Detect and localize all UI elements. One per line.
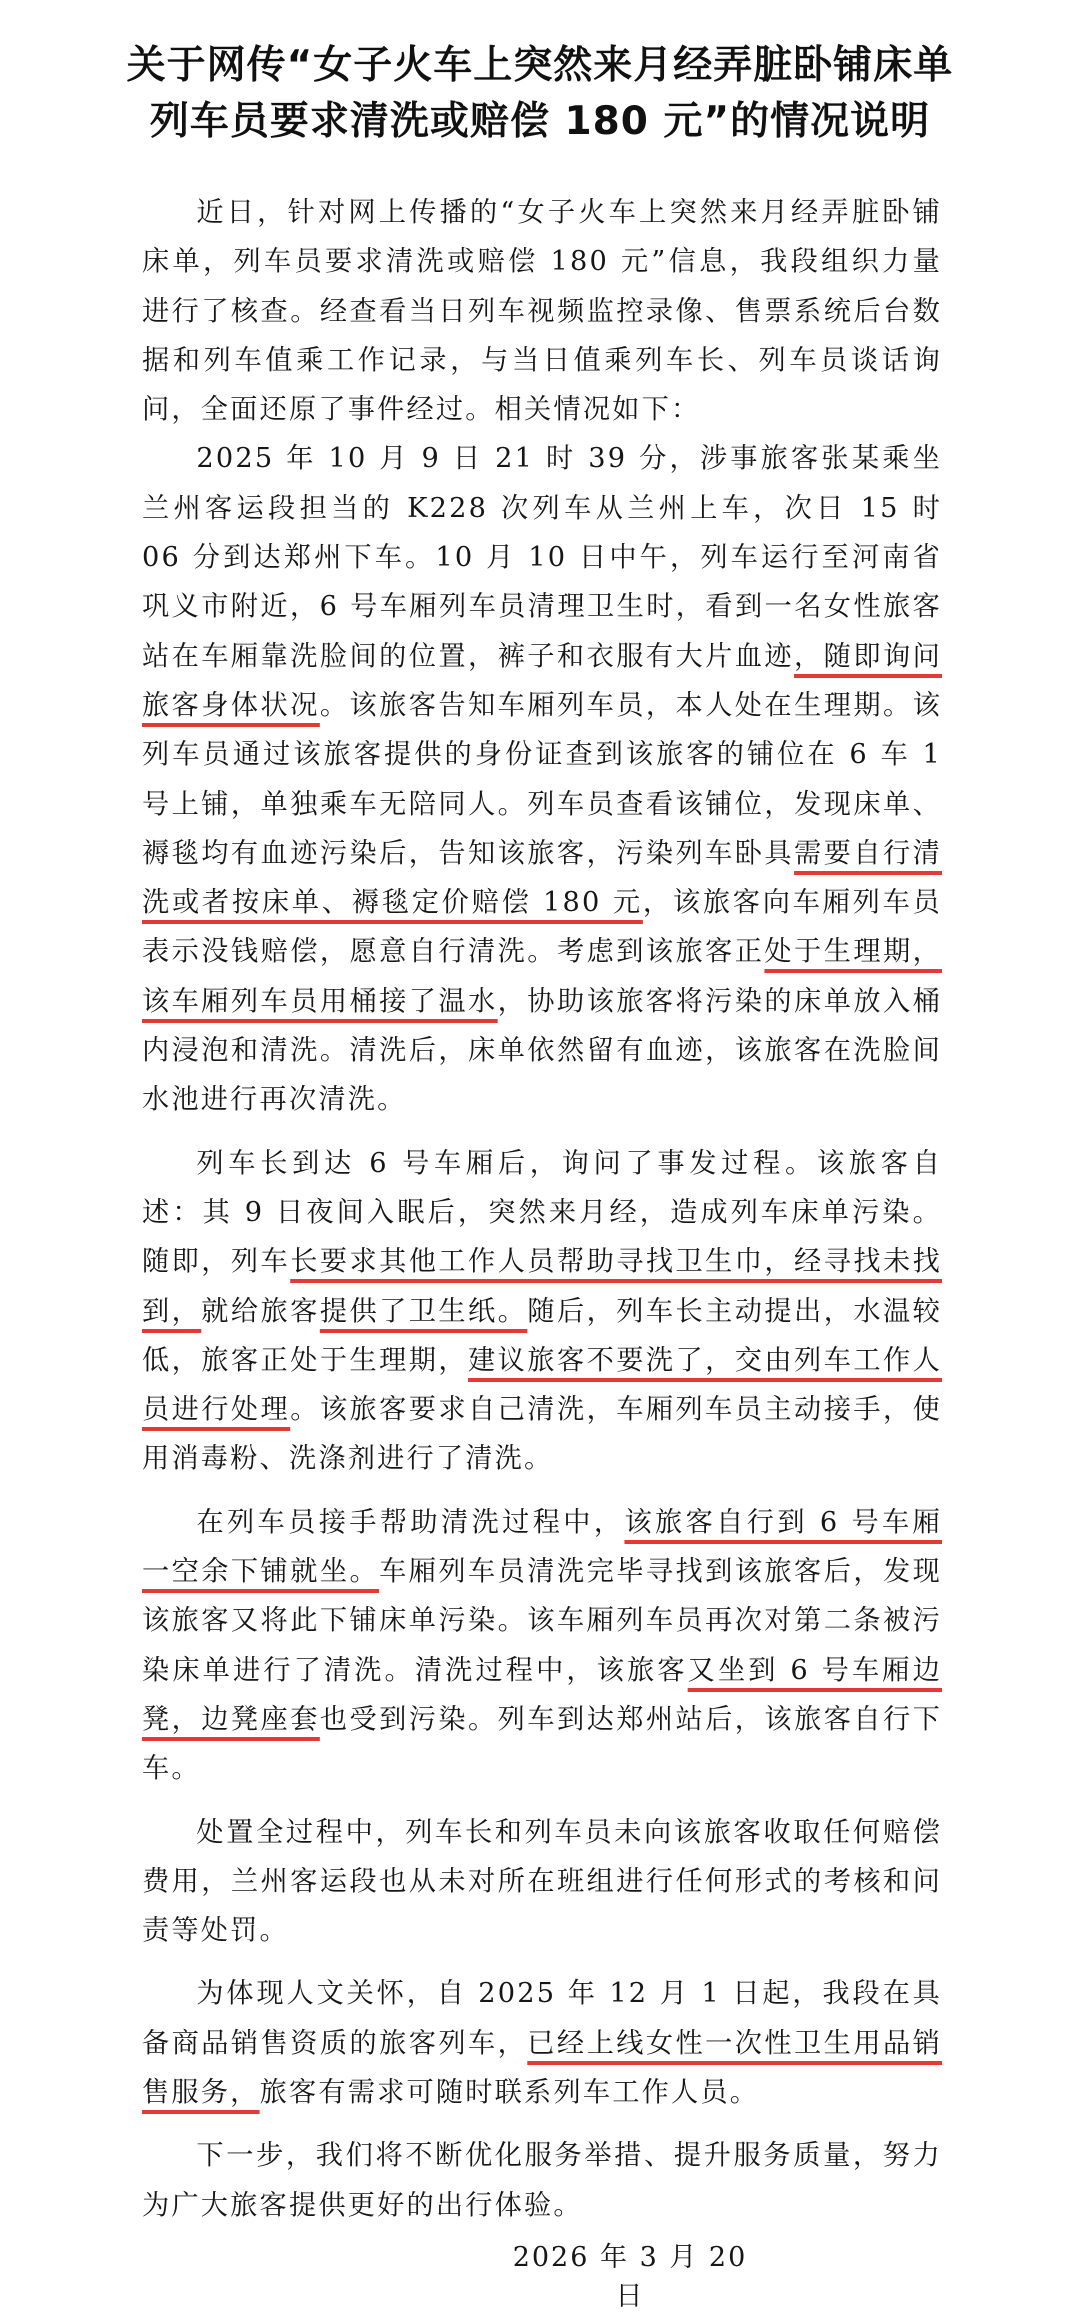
document-title-line1: 关于网传“女子火车上突然来月经弄脏卧铺床单 [126, 43, 954, 88]
highlight-sanitary-service: 已经上线女性一次性卫生用品销售服务， [142, 2027, 942, 2108]
highlight-warm-water: 处于生理期，该车厢列车员用桶接了温水 [142, 936, 943, 1017]
highlight-dont-wash: 建议旅客不要洗了，交由列车工作人员进行处理 [142, 1344, 943, 1426]
conductor-text-4: 。该旅客要求自己清洗，车厢列车员主动接手，使用消毒粉、洗涤剂进行了清洗。 [142, 1394, 942, 1475]
incident-text-4: ，协助该旅客将污染的床单放入桶内浸泡和清洗。清洗后，床单依然留有血迹，该旅客在洗脸间水池进行再次清洗。 [142, 985, 942, 1116]
paragraph-second-stain [142, 1498, 942, 1794]
highlight-bench: 又坐到 6 号车厢边凳，边凳座套 [142, 1654, 942, 1735]
document-body [142, 188, 942, 2230]
conductor-text-3: 随后，列车长主动提出，水温较低，旅客正处于生理期， [142, 1295, 942, 1376]
highlight-inquiry: ，随即询问旅客身体状况 [142, 640, 942, 721]
conductor-text-2: 就给旅客 [201, 1295, 320, 1327]
second-stain-text-3: 也受到污染。列车到达郑州站后，该旅客自行下车。 [142, 1703, 943, 1785]
highlight-tissue: 提供了卫生纸。 [319, 1295, 528, 1327]
paragraph-next-step: 下一步，我们将不断优化服务举措、提升服务质量，努力为广大旅客提供更好的出行体验。 [142, 2140, 942, 2221]
service-text-1: 为体现人文关怀，自 2025 年 12 月 1 日起，我段在具备商品销售资质的旅客列车， [142, 1978, 942, 2059]
second-stain-text-1: 在列车员接手帮助清洗过程中， [196, 1506, 625, 1538]
paragraph-intro: 近日，针对网上传播的“女子火车上突然来月经弄脏卧铺床单，列车员要求清洗或赔偿 180 元”信息，我段组织力量进行了核查。经查看当日列车视频监控录像、售票系统后台数据和列车值乘工作记录，与当日值乘列车长、列车员谈话询问，全面还原了事件经过。相关情况如下： [142, 197, 942, 426]
document-date: 2026 年 3 月 20 日 [512, 2242, 748, 2312]
conductor-text-1: 列车长到达 6 号车厢后，询问了事发过程。该旅客自述：其 9 日夜间入眠后，突然来月经，造成列车床单污染。随即，列车 [142, 1147, 942, 1278]
paragraph-no-charge: 处置全过程中，列车长和列车员未向该旅客收取任何赔偿费用，兰州客运段也从未对所在班组进行任何形式的考核和问责等处罚。 [142, 1816, 942, 1947]
second-stain-text-2: 车厢列车员清洗完毕寻找到该旅客后，发现该旅客又将此下铺床单污染。该车厢列车员再次对第二条被污染床单进行了清洗。清洗过程中，该旅客 [142, 1556, 942, 1686]
highlight-search-pad: 长要求其他工作人员帮助寻找卫生巾，经寻找未找到， [142, 1246, 942, 1327]
incident-text-2: 。该旅客告知车厢列车员，本人处在生理期。该列车员通过该旅客提供的身份证查到该旅客的铺位在 6 车 1 号上铺，单独乘车无陪同人。列车员查看该铺位，发现床单、褥毯均有血迹污染后，告知该旅客，污染列车卧具 [142, 689, 943, 869]
paragraph-incident [142, 434, 942, 1124]
incident-text-1: 2025 年 10 月 9 日 21 时 39 分，涉事旅客张某乘坐兰州客运段担当的 K228 次列车从兰州上车，次日 15 时 06 分到达郑州下车。10 月 10 日中午，列车运行至河南省巩义市附近，6 号车厢列车员清理卫生时，看到一名女性旅客站在车厢靠洗脸间的位置，裤子和衣服有大片血迹 [142, 443, 942, 672]
highlight-lower-berth: 该旅客自行到 6 号车厢一空余下铺就坐。 [142, 1506, 942, 1588]
service-text-2: 旅客有需求可随时联系列车工作人员。 [259, 2076, 760, 2108]
paragraph-conductor [142, 1139, 942, 1484]
document-title-line2: 列车员要求清洗或赔偿 180 元”的情况说明 [149, 99, 931, 144]
incident-text-3: ，该旅客向车厢列车员表示没钱赔偿，愿意自行清洗。考虑到该旅客正 [142, 887, 942, 968]
highlight-compensation: 需要自行清洗或者按床单、褥毯定价赔偿 180 元 [142, 837, 942, 919]
paragraph-service [142, 1969, 942, 2117]
